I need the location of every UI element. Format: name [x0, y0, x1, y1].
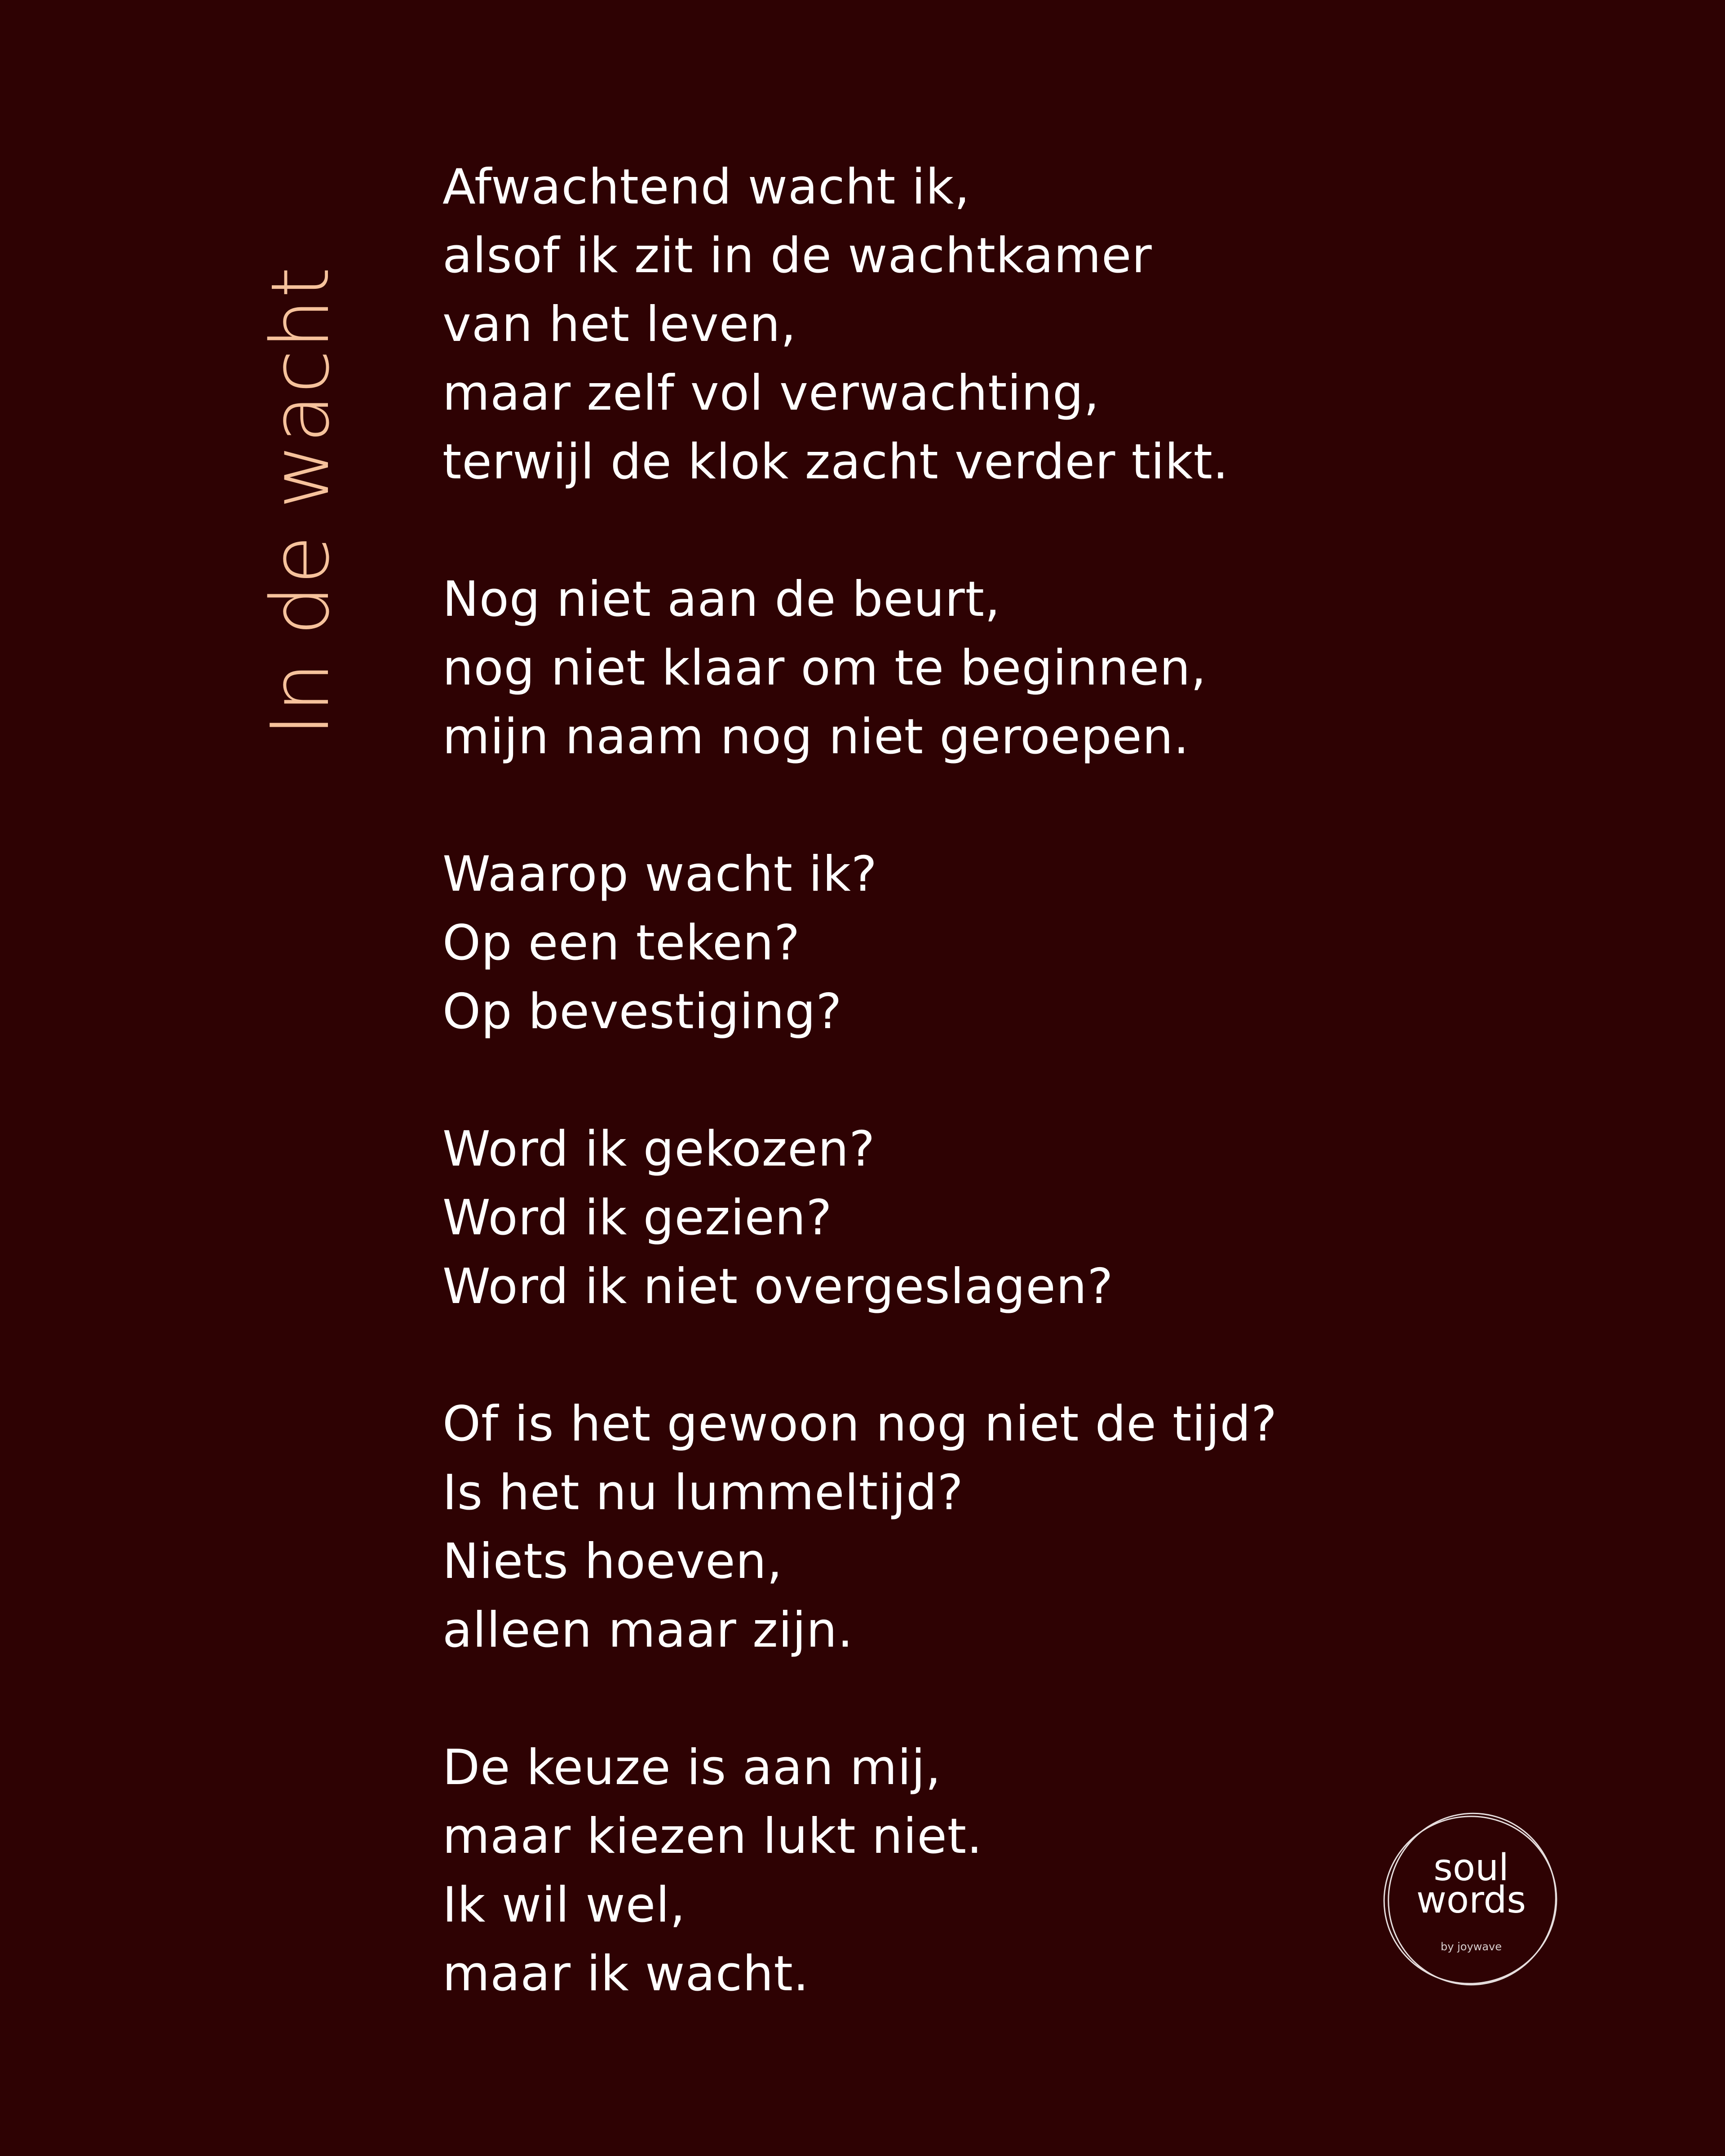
- poem-line: maar kiezen lukt niet.: [442, 1808, 983, 1864]
- soulwords-logo: [1379, 1810, 1563, 1990]
- stanza: [442, 840, 1476, 1046]
- poem-line: Afwachtend wacht ik,: [442, 159, 970, 215]
- poem-line: alsof ik zit in de wachtkamer: [442, 228, 1152, 284]
- poem-line: Ik wil wel,: [442, 1877, 686, 1933]
- poem-line: maar ik wacht.: [442, 1946, 809, 2002]
- stanza: [442, 153, 1476, 496]
- logo-word-words: words: [1416, 1879, 1526, 1922]
- poem-line: De keuze is aan mij,: [442, 1740, 942, 1796]
- poem-title: In de wacht: [254, 266, 347, 737]
- poem-line: Op bevestiging?: [442, 984, 842, 1040]
- stanza: [442, 1115, 1476, 1321]
- poem-line: Op een teken?: [442, 915, 801, 971]
- poem-line: Word ik gezien?: [442, 1190, 832, 1246]
- poem-line: nog niet klaar om te beginnen,: [442, 640, 1207, 696]
- stanza: [442, 1733, 1476, 2008]
- stanza: [442, 565, 1476, 771]
- poem-body: [442, 153, 1476, 2008]
- poem-line: van het leven,: [442, 296, 797, 353]
- poem-line: Is het nu lummeltijd?: [442, 1465, 964, 1521]
- poem-line: Niets hoeven,: [442, 1533, 783, 1590]
- poem-line: Waarop wacht ik?: [442, 846, 878, 902]
- logo-word-soul: soul: [1433, 1847, 1509, 1889]
- poem-line: alleen maar zijn.: [442, 1602, 854, 1658]
- poem-line: terwijl de klok zacht verder tikt.: [442, 434, 1229, 490]
- poem-line: Word ik niet overgeslagen?: [442, 1259, 1114, 1315]
- logo-byline: by joywave: [1441, 1940, 1502, 1953]
- poem-line: Of is het gewoon nog niet de tijd?: [442, 1396, 1278, 1452]
- poem-line: mijn naam nog niet geroepen.: [442, 709, 1190, 765]
- poem-line: Nog niet aan de beurt,: [442, 571, 1001, 627]
- stanza: [442, 1390, 1476, 1665]
- poem-line: Word ik gekozen?: [442, 1121, 876, 1177]
- poem-line: maar zelf vol verwachting,: [442, 365, 1100, 421]
